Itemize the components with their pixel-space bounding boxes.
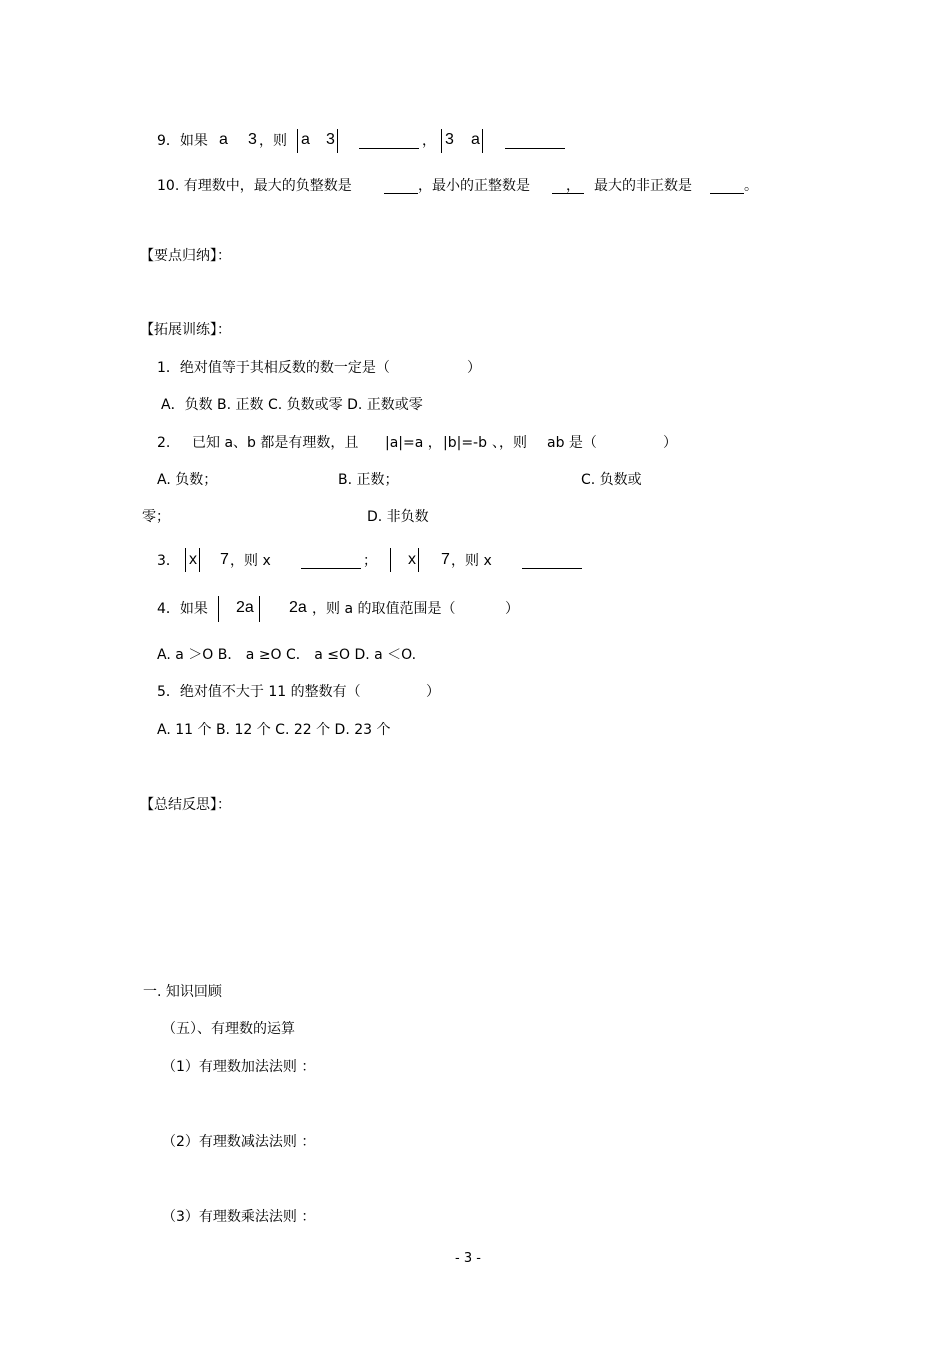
q9-abs1-a: a bbox=[301, 131, 310, 148]
abs-bar bbox=[259, 596, 260, 622]
q9-abs2-3: 3 bbox=[445, 131, 454, 148]
e2-text1: 已知 a、b 都是有理数，且 bbox=[192, 435, 359, 451]
e3-then1: ，则 x bbox=[230, 553, 271, 569]
e2-text3: |b|=-b bbox=[443, 435, 487, 451]
e4-abs: 2a bbox=[236, 599, 254, 616]
abs-bar bbox=[199, 548, 200, 572]
e3-x2: x bbox=[408, 551, 416, 568]
section-key-points: 【要点归纳】： bbox=[140, 248, 231, 264]
abs-bar bbox=[297, 129, 298, 153]
review-subheading: （五）、有理数的运算 bbox=[162, 1021, 295, 1037]
answer-blank bbox=[384, 192, 418, 194]
e2-opt-c: C. 负数或 bbox=[581, 472, 642, 488]
e4-suffix: ，则 a 的取值范围是（ bbox=[312, 601, 456, 617]
q10-part2b: ， bbox=[566, 178, 580, 194]
review-rule-addition: （1）有理数加法法则 ： bbox=[162, 1059, 316, 1075]
e2-opt-d: D. 非负数 bbox=[367, 509, 429, 525]
answer-blank bbox=[505, 147, 565, 149]
e5-close: ） bbox=[426, 684, 440, 700]
abs-bar bbox=[482, 129, 483, 153]
e2-opt-c-cont: 零； bbox=[142, 509, 170, 525]
answer-blank bbox=[710, 192, 744, 194]
review-heading: 一. 知识回顾 bbox=[143, 984, 222, 1000]
section-extend-training: 【拓展训练】： bbox=[140, 322, 231, 338]
e2-text5: ab 是（ bbox=[547, 435, 597, 451]
e2-opt-b: B. 正数； bbox=[338, 472, 399, 488]
e2-close: ） bbox=[663, 435, 677, 451]
q9-cond-a: a bbox=[219, 131, 228, 148]
q9-prefix: 9．如果 bbox=[157, 133, 208, 149]
e3-semi: ； bbox=[363, 553, 377, 569]
e3-val1: 7 bbox=[220, 551, 229, 568]
e2-text4: 、，则 bbox=[492, 435, 527, 451]
q9-abs1-3: 3 bbox=[326, 131, 335, 148]
e1-question: 1．绝对值等于其相反数的数一定是（ bbox=[157, 360, 390, 376]
answer-blank bbox=[359, 147, 419, 149]
e3-num: 3． bbox=[157, 553, 180, 569]
q9-cond-3: 3 bbox=[248, 131, 257, 148]
e5-question: 5．绝对值不大于 11 的整数有（ bbox=[157, 684, 361, 700]
abs-bar bbox=[218, 596, 219, 622]
page-number: - 3 - bbox=[455, 1251, 481, 1266]
e2-text2: |a|=a ， bbox=[385, 435, 442, 451]
e1-options: A．负数 B. 正数 C. 负数或零 D. 正数或零 bbox=[161, 397, 423, 413]
section-summary: 【总结反思】： bbox=[140, 797, 231, 813]
q10-part2: ，最小的正整数是 bbox=[418, 178, 530, 194]
answer-blank bbox=[522, 567, 582, 569]
abs-bar bbox=[418, 548, 419, 572]
e1-close: ） bbox=[467, 360, 481, 376]
q10-part3: 最大的非正数是 bbox=[594, 178, 692, 194]
q10-part1: 10. 有理数中，最大的负整数是 bbox=[157, 178, 352, 194]
e3-x1: x bbox=[189, 551, 197, 568]
e2-opt-a: A. 负数； bbox=[157, 472, 218, 488]
q9-abs2-a: a bbox=[471, 131, 480, 148]
e2-num: 2. bbox=[157, 435, 171, 451]
abs-bar bbox=[390, 548, 391, 572]
abs-bar bbox=[185, 548, 186, 572]
e4-close: ） bbox=[505, 601, 519, 617]
e4-prefix: 4．如果 bbox=[157, 601, 208, 617]
abs-bar bbox=[441, 129, 442, 153]
q10-end: 。 bbox=[744, 178, 758, 194]
review-rule-multiplication: （3）有理数乘法法则 ： bbox=[162, 1209, 316, 1225]
e4-rhs: 2a bbox=[289, 599, 307, 616]
answer-blank bbox=[301, 567, 361, 569]
e5-options: A. 11 个 B. 12 个 C. 22 个 D. 23 个 bbox=[157, 722, 391, 738]
q9-then: ，则 bbox=[259, 133, 287, 149]
e4-options: A. a ＞O B． a ≥O C． a ≤O D. a ＜O. bbox=[157, 647, 417, 663]
q9-comma: ， bbox=[422, 133, 436, 149]
e3-val2: 7 bbox=[441, 551, 450, 568]
review-rule-subtraction: （2）有理数减法法则 ： bbox=[162, 1134, 316, 1150]
abs-bar bbox=[337, 129, 338, 153]
e3-then2: ，则 x bbox=[451, 553, 492, 569]
